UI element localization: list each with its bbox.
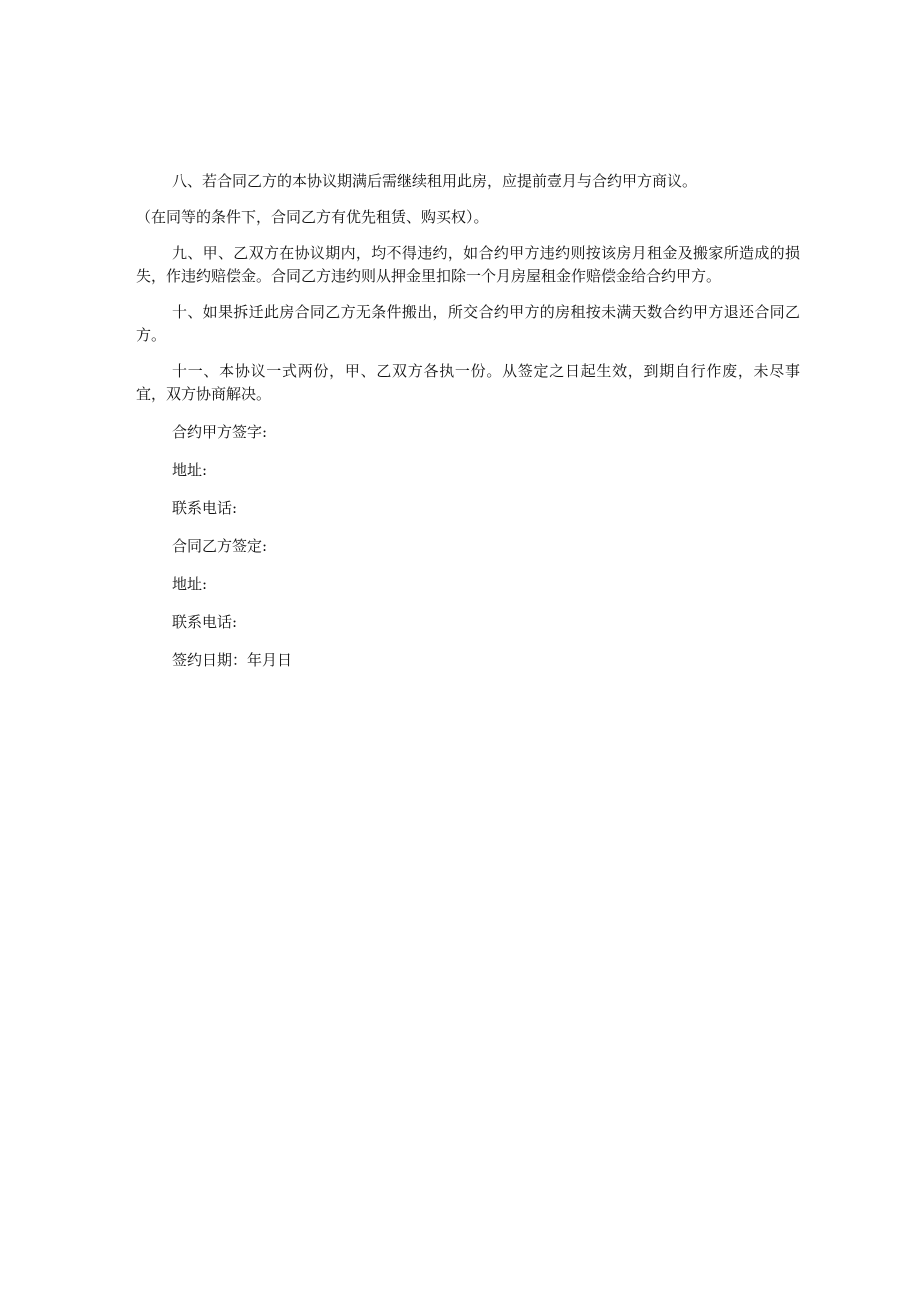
party-b-address-label: 地址: xyxy=(172,575,208,593)
party-a-phone-label: 联系电话: xyxy=(172,499,238,517)
party-a-address-label: 地址: xyxy=(172,461,208,479)
document-body xyxy=(136,170,800,672)
clause-11: 十一、本协议一式两份，甲、乙双方各执一份。从签定之日起生效，到期自行作废，未尽事宜，双方协商解决。 xyxy=(136,362,800,403)
party-b-phone-label: 联系电话: xyxy=(172,613,238,631)
clause-8-line-1: 八、若合同乙方的本协议期满后需继续租用此房，应提前壹月与合约甲方商议。 xyxy=(172,172,698,190)
sign-date-label: 签约日期：年月日 xyxy=(172,651,293,669)
signature-block xyxy=(136,421,800,672)
party-b-signature-label: 合同乙方签定: xyxy=(172,537,268,555)
clause-8-line-2: （在同等的条件下，合同乙方有优先租赁、购买权）。 xyxy=(136,208,489,226)
party-a-signature-label: 合约甲方签字: xyxy=(172,423,268,441)
clause-10: 十、如果拆迁此房合同乙方无条件搬出，所交合约甲方的房租按未满天数合约甲方退还合同乙方。 xyxy=(136,303,800,344)
clause-9: 九、甲、乙双方在协议期内，均不得违约，如合约甲方违约则按该房月租金及搬家所造成的损失，作违约赔偿金。合同乙方违约则从押金里扣除一个月房屋租金作赔偿金给合约甲方。 xyxy=(136,244,800,285)
